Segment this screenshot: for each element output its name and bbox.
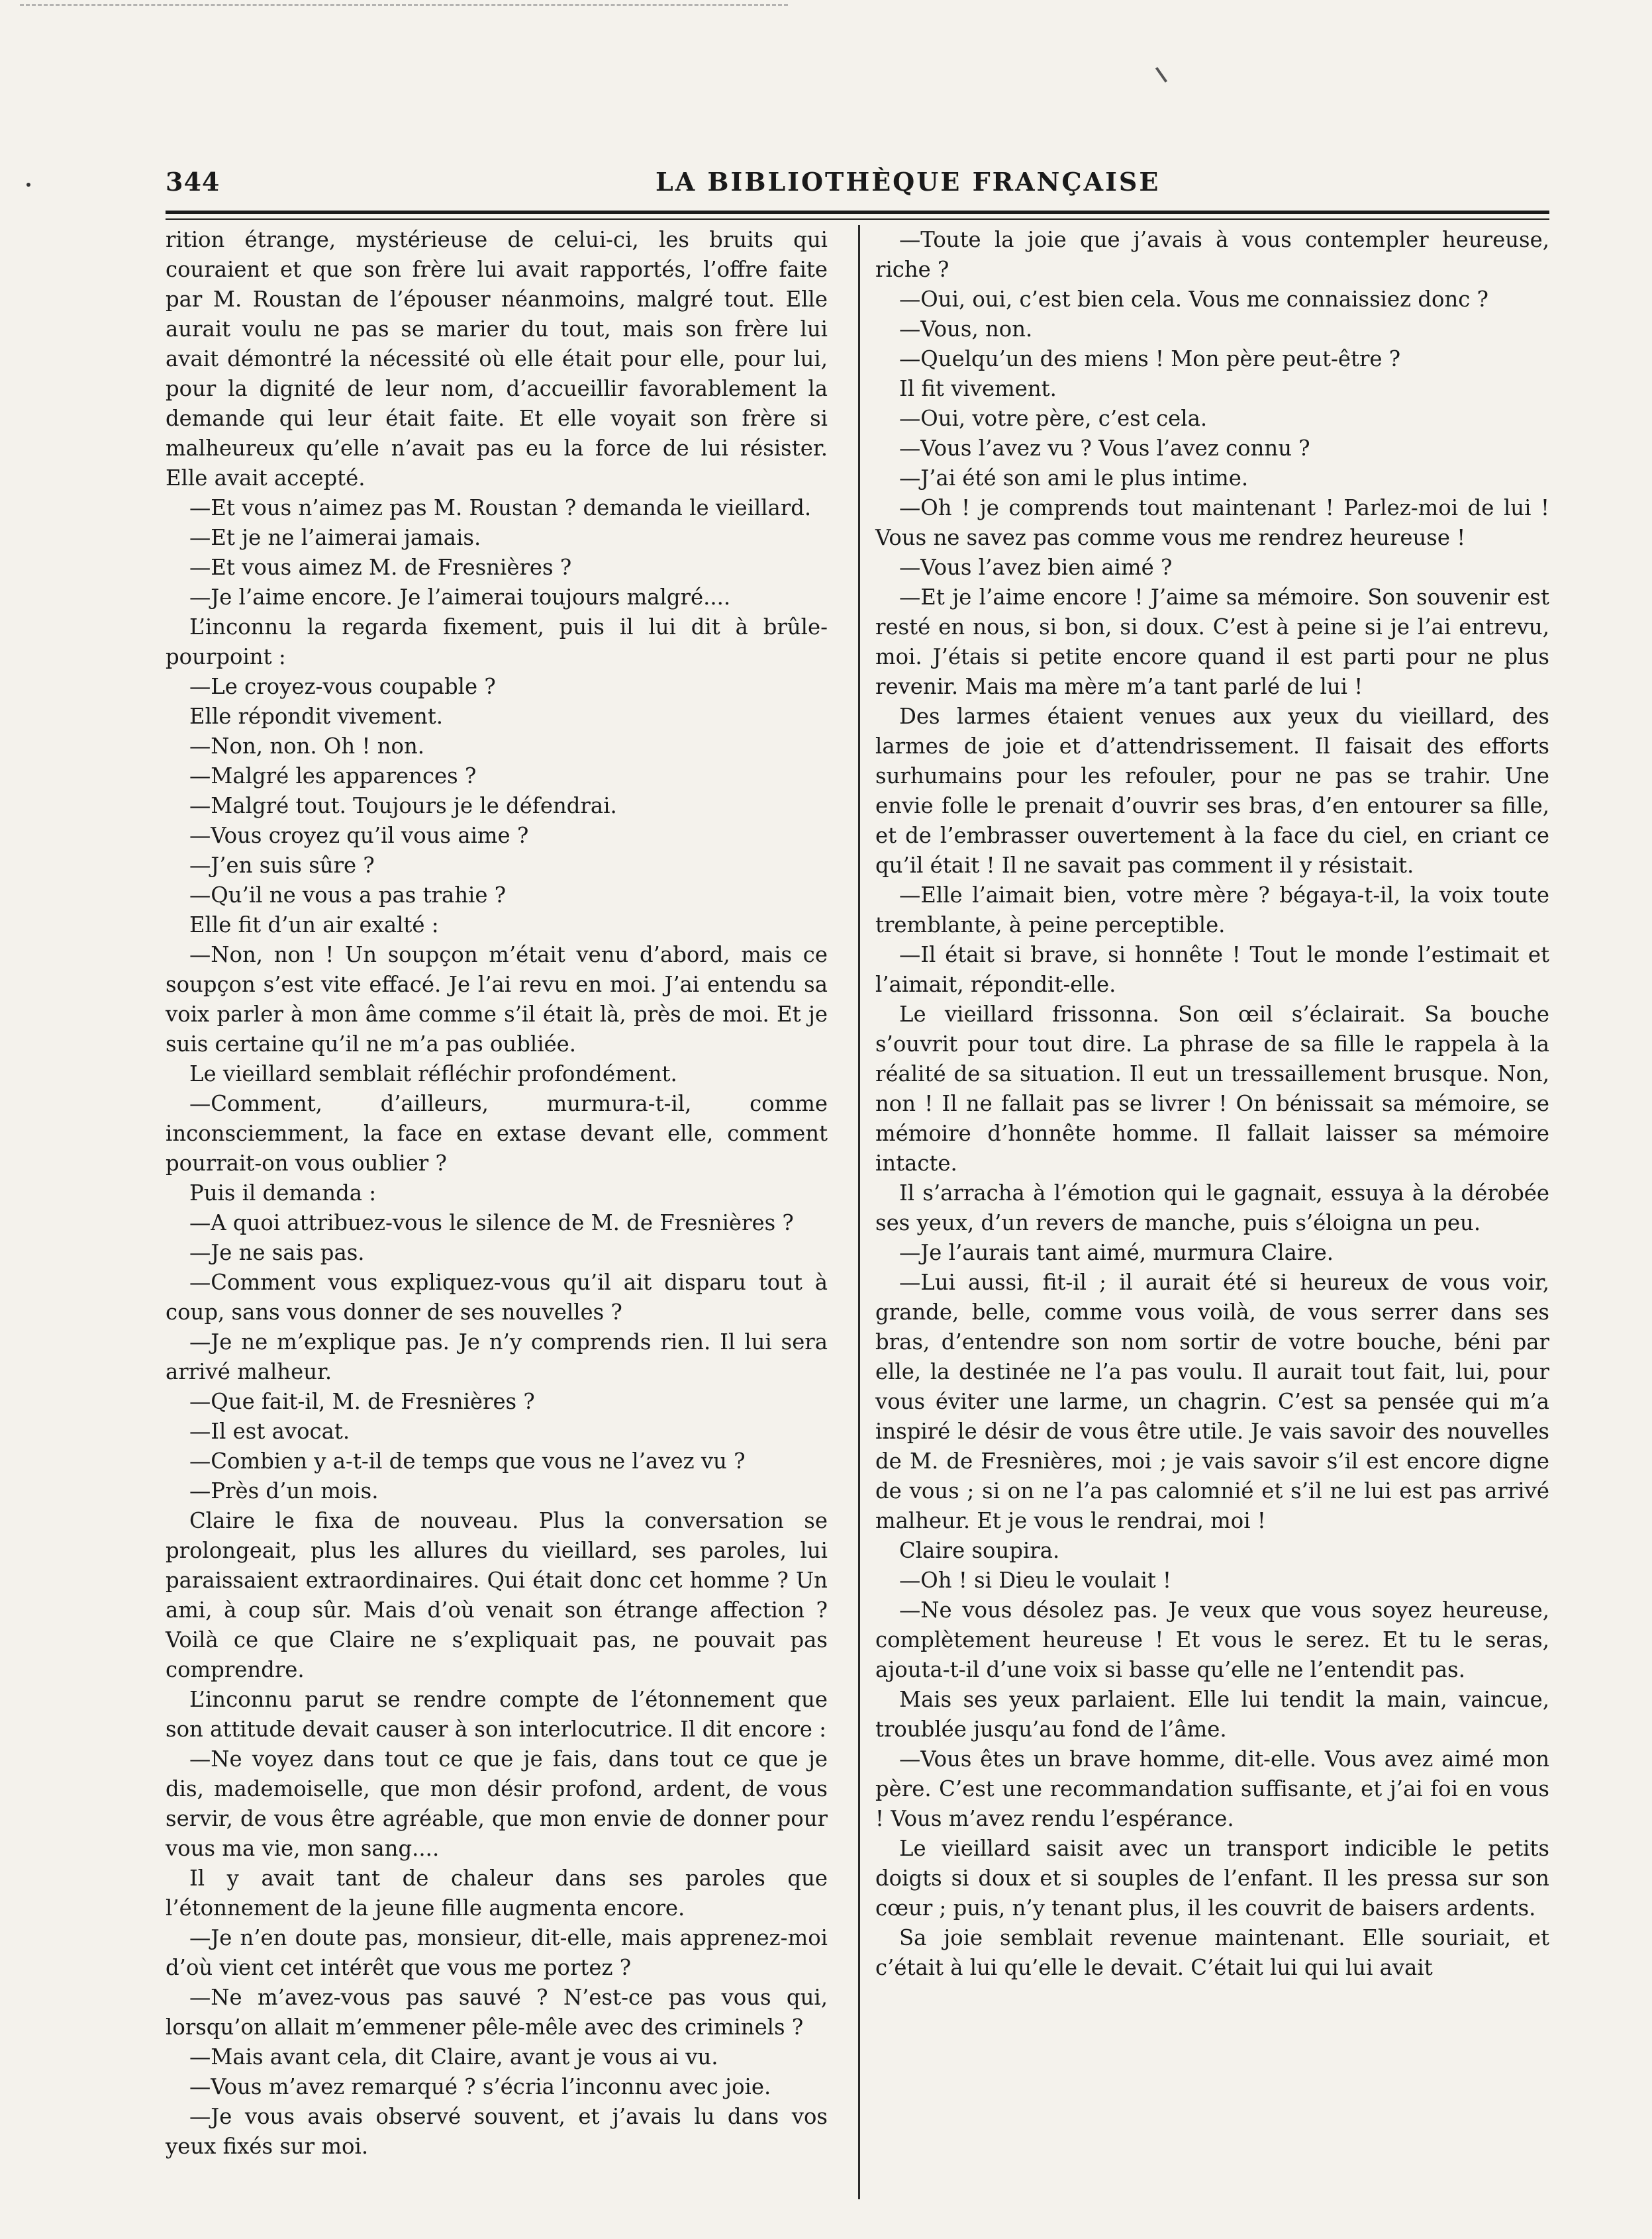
paragraph: —Que fait-il, M. de Fresnières ? xyxy=(189,1389,535,1414)
column-divider xyxy=(858,225,860,2199)
paragraph: —Je ne sais pas. xyxy=(189,1240,365,1265)
paragraph: Le vieillard frissonna. Son œil s’éclairait. Sa bouche s’ouvrit pour tout dire. La phrase de sa fille le rappela à la réalité de sa situation. Il eut un tressaillement brusque. Non, non ! Il ne fallait pas se livrer ! On bénissait sa mémoire, se mémoire d’honnête homme. Il fallait laisser sa mémoire intacte. xyxy=(875,1002,1549,1176)
paragraph: —Oui, votre père, c’est cela. xyxy=(899,406,1208,431)
paragraph: —Et vous aimez M. de Fresnières ? xyxy=(189,555,572,580)
paragraph: —Et vous n’aimez pas M. Roustan ? demanda le vieillard. xyxy=(189,495,812,520)
paragraph: —Oh ! si Dieu le voulait ! xyxy=(899,1568,1171,1593)
paragraph: —Le croyez-vous coupable ? xyxy=(189,674,496,699)
paragraph: Il fit vivement. xyxy=(899,376,1057,401)
paragraph: rition étrange, mystérieuse de celui-ci, les bruits qui couraient et que son frère lui avait rapportés, l’offre faite par M. Roustan de l’épouser néanmoins, malgré tout. Elle aurait voulu ne pas se marier du tout, mais son frère lui avait démontré la nécessité où elle était pour elle, pour lui, pour la dignité de leur nom, d’accueillir favorablement la demande qui leur était faite. Et elle voyait son frère si malheureux qu’elle n’avait pas eu la force de lui résister. Elle avait accepté. xyxy=(166,227,828,491)
paragraph: Sa joie semblait revenue maintenant. Elle souriait, et c’était à lui qu’elle le devait. C’était lui qui lui avait xyxy=(875,1925,1549,1980)
paragraph: —Vous, non. xyxy=(899,316,1033,342)
running-title: LA BIBLIOTHÈQUE FRANÇAISE xyxy=(656,167,1161,197)
paragraph: Des larmes étaient venues aux yeux du vieillard, des larmes de joie et d’attendrissement. Il faisait des efforts surhumains pour les refouler, pour ne pas se trahir. Une envie folle le prenait d’ouvrir ses bras, d’en entourer sa fille, et de l’embrasser ouvertement à la face du ciel, en criant ce qu’il était ! Il ne savait pas comment il y résistait. xyxy=(875,704,1549,878)
right-column xyxy=(875,225,1549,1983)
paragraph: L’inconnu parut se rendre compte de l’étonnement que son attitude devait causer à son interlocutrice. Il dit encore : xyxy=(166,1687,828,1742)
paragraph: —Ne m’avez-vous pas sauvé ? N’est-ce pas vous qui, lorsqu’on allait m’emmener pêle-mêle avec des criminels ? xyxy=(166,1985,828,2040)
paragraph: —Vous m’avez remarqué ? s’écria l’inconnu avec joie. xyxy=(189,2074,771,2099)
scan-noise xyxy=(20,4,788,15)
paragraph: —Oui, oui, c’est bien cela. Vous me connaissiez donc ? xyxy=(899,287,1488,312)
paragraph: Mais ses yeux parlaient. Elle lui tendit la main, vaincue, troublée jusqu’au fond de l’âme. xyxy=(875,1687,1549,1742)
paragraph: Claire le fixa de nouveau. Plus la conversation se prolongeait, plus les allures du vieillard, ses paroles, lui paraissaient extraordinaires. Qui était donc cet homme ? Un ami, à coup sûr. Mais d’où venait son étrange affection ? Voilà ce que Claire ne s’expliquait pas, ne pouvait pas comprendre. xyxy=(166,1508,828,1682)
paragraph: —Lui aussi, fit-il ; il aurait été si heureux de vous voir, grande, belle, comme vous voilà, de vous serrer dans ses bras, d’entendre son nom sortir de votre bouche, béni par elle, la destinée ne l’a pas voulu. Il aurait tout fait, lui, pour vous éviter une larme, un chagrin. C’est sa pensée qui m’a inspiré le désir de vous être utile. Je vais savoir des nouvelles de M. de Fresnières, moi ; je vais savoir s’il est encore digne de vous ; si on ne l’a pas calomnié et s’il ne lui est pas arrivé malheur. Et je vous le rendrai, moi ! xyxy=(875,1270,1549,1533)
paragraph: —Non, non. Oh ! non. xyxy=(189,734,425,759)
scan-mark xyxy=(1155,67,1167,83)
paragraph: —Près d’un mois. xyxy=(189,1478,379,1503)
header-rule-thick xyxy=(166,211,1549,214)
paragraph: —Elle l’aimait bien, votre mère ? bégaya-t-il, la voix toute tremblante, à peine perceptible. xyxy=(875,882,1549,937)
paragraph: —Non, non ! Un soupçon m’était venu d’abord, mais ce soupçon s’est vite effacé. Je l’ai revu en moi. J’ai entendu sa voix parler à mon âme comme s’il était là, près de moi. Et je suis certaine qu’il ne m’a pas oubliée. xyxy=(166,942,828,1057)
paragraph: —Je l’aime encore. Je l’aimerai toujours malgré.... xyxy=(189,585,731,610)
paragraph: —Il est avocat. xyxy=(189,1419,350,1444)
paragraph: —Vous êtes un brave homme, dit-elle. Vous avez aimé mon père. C’est une recommandation suffisante, et j’ai foi en vous ! Vous m’avez rendu l’espérance. xyxy=(875,1746,1549,1831)
paragraph: Il y avait tant de chaleur dans ses paroles que l’étonnement de la jeune fille augmenta encore. xyxy=(166,1866,828,1921)
paragraph: —Vous croyez qu’il vous aime ? xyxy=(189,823,529,848)
paragraph: —Qu’il ne vous a pas trahie ? xyxy=(189,882,507,908)
paragraph: —Combien y a-t-il de temps que vous ne l’avez vu ? xyxy=(189,1449,746,1474)
paragraph: —Comment, d’ailleurs, murmura-t-il, comme inconsciemment, la face en extase devant elle, comment pourrait-on vous oublier ? xyxy=(166,1091,828,1176)
paragraph: Elle répondit vivement. xyxy=(189,704,444,729)
paragraph: —Mais avant cela, dit Claire, avant je vous ai vu. xyxy=(189,2044,718,2070)
paragraph: —J’ai été son ami le plus intime. xyxy=(899,465,1249,491)
paragraph: —Malgré les apparences ? xyxy=(189,763,477,788)
paragraph: —Je l’aurais tant aimé, murmura Claire. xyxy=(899,1240,1334,1265)
paragraph: Puis il demanda : xyxy=(189,1180,377,1206)
paragraph: Il s’arracha à l’émotion qui le gagnait, essuya à la dérobée ses yeux, d’un revers de manche, puis s’éloigna un peu. xyxy=(875,1180,1549,1235)
paragraph: —Je vous avais observé souvent, et j’avais lu dans vos yeux fixés sur moi. xyxy=(166,2104,828,2159)
paragraph: —Je n’en doute pas, monsieur, dit-elle, mais apprenez-moi d’où vient cet intérêt que vous me portez ? xyxy=(166,1925,828,1980)
paragraph: —Je ne m’explique pas. Je n’y comprends rien. Il lui sera arrivé malheur. xyxy=(166,1329,828,1384)
header-rule-thin xyxy=(166,218,1549,220)
paragraph: —Et je l’aime encore ! J’aime sa mémoire. Son souvenir est resté en nous, si bon, si doux. C’est à peine si je l’ai entrevu, moi. J’étais si petite encore quand il est parti pour ne plus revenir. Mais ma mère m’a tant parlé de lui ! xyxy=(875,585,1549,699)
paragraph: —Oh ! je comprends tout maintenant ! Parlez-moi de lui ! Vous ne savez pas comme vous me rendrez heureuse ! xyxy=(875,495,1549,550)
left-column xyxy=(166,225,828,2162)
paragraph: —Toute la joie que j’avais à vous contempler heureuse, riche ? xyxy=(875,227,1549,282)
paragraph: —A quoi attribuez-vous le silence de M. de Fresnières ? xyxy=(189,1210,794,1235)
paragraph: —J’en suis sûre ? xyxy=(189,853,375,878)
paragraph: Le vieillard semblait réfléchir profondément. xyxy=(189,1061,677,1086)
scan-speck xyxy=(26,183,30,187)
paragraph: —Ne vous désolez pas. Je veux que vous soyez heureuse, complètement heureuse ! Et vous le serez. Et tu le seras, ajouta-t-il d’une voix si basse qu’elle ne l’entendit pas. xyxy=(875,1597,1549,1682)
paragraph: —Quelqu’un des miens ! Mon père peut-être ? xyxy=(899,346,1401,371)
paragraph: —Et je ne l’aimerai jamais. xyxy=(189,525,481,550)
paragraph: Elle fit d’un air exalté : xyxy=(189,912,439,937)
paragraph: —Vous l’avez bien aimé ? xyxy=(899,555,1173,580)
page-header xyxy=(166,167,1553,204)
paragraph: —Ne voyez dans tout ce que je fais, dans tout ce que je dis, mademoiselle, que mon désir profond, ardent, de vous servir, de vous être agréable, que mon envie de donner pour vous ma vie, mon sang.... xyxy=(166,1746,828,1861)
paragraph: L’inconnu la regarda fixement, puis il lui dit à brûle-pourpoint : xyxy=(166,614,828,669)
paragraph: Le vieillard saisit avec un transport indicible le petits doigts si doux et si souples de l’enfant. Il les pressa sur son cœur ; puis, n’y tenant plus, il les couvrit de baisers ardents. xyxy=(875,1836,1549,1921)
paragraph: —Malgré tout. Toujours je le défendrai. xyxy=(189,793,617,818)
paragraph: —Il était si brave, si honnête ! Tout le monde l’estimait et l’aimait, répondit-elle. xyxy=(875,942,1549,997)
paragraph: —Comment vous expliquez-vous qu’il ait disparu tout à coup, sans vous donner de ses nouvelles ? xyxy=(166,1270,828,1325)
paragraph: —Vous l’avez vu ? Vous l’avez connu ? xyxy=(899,436,1310,461)
paragraph: Claire soupira. xyxy=(899,1538,1060,1563)
page-number: 344 xyxy=(166,167,220,197)
